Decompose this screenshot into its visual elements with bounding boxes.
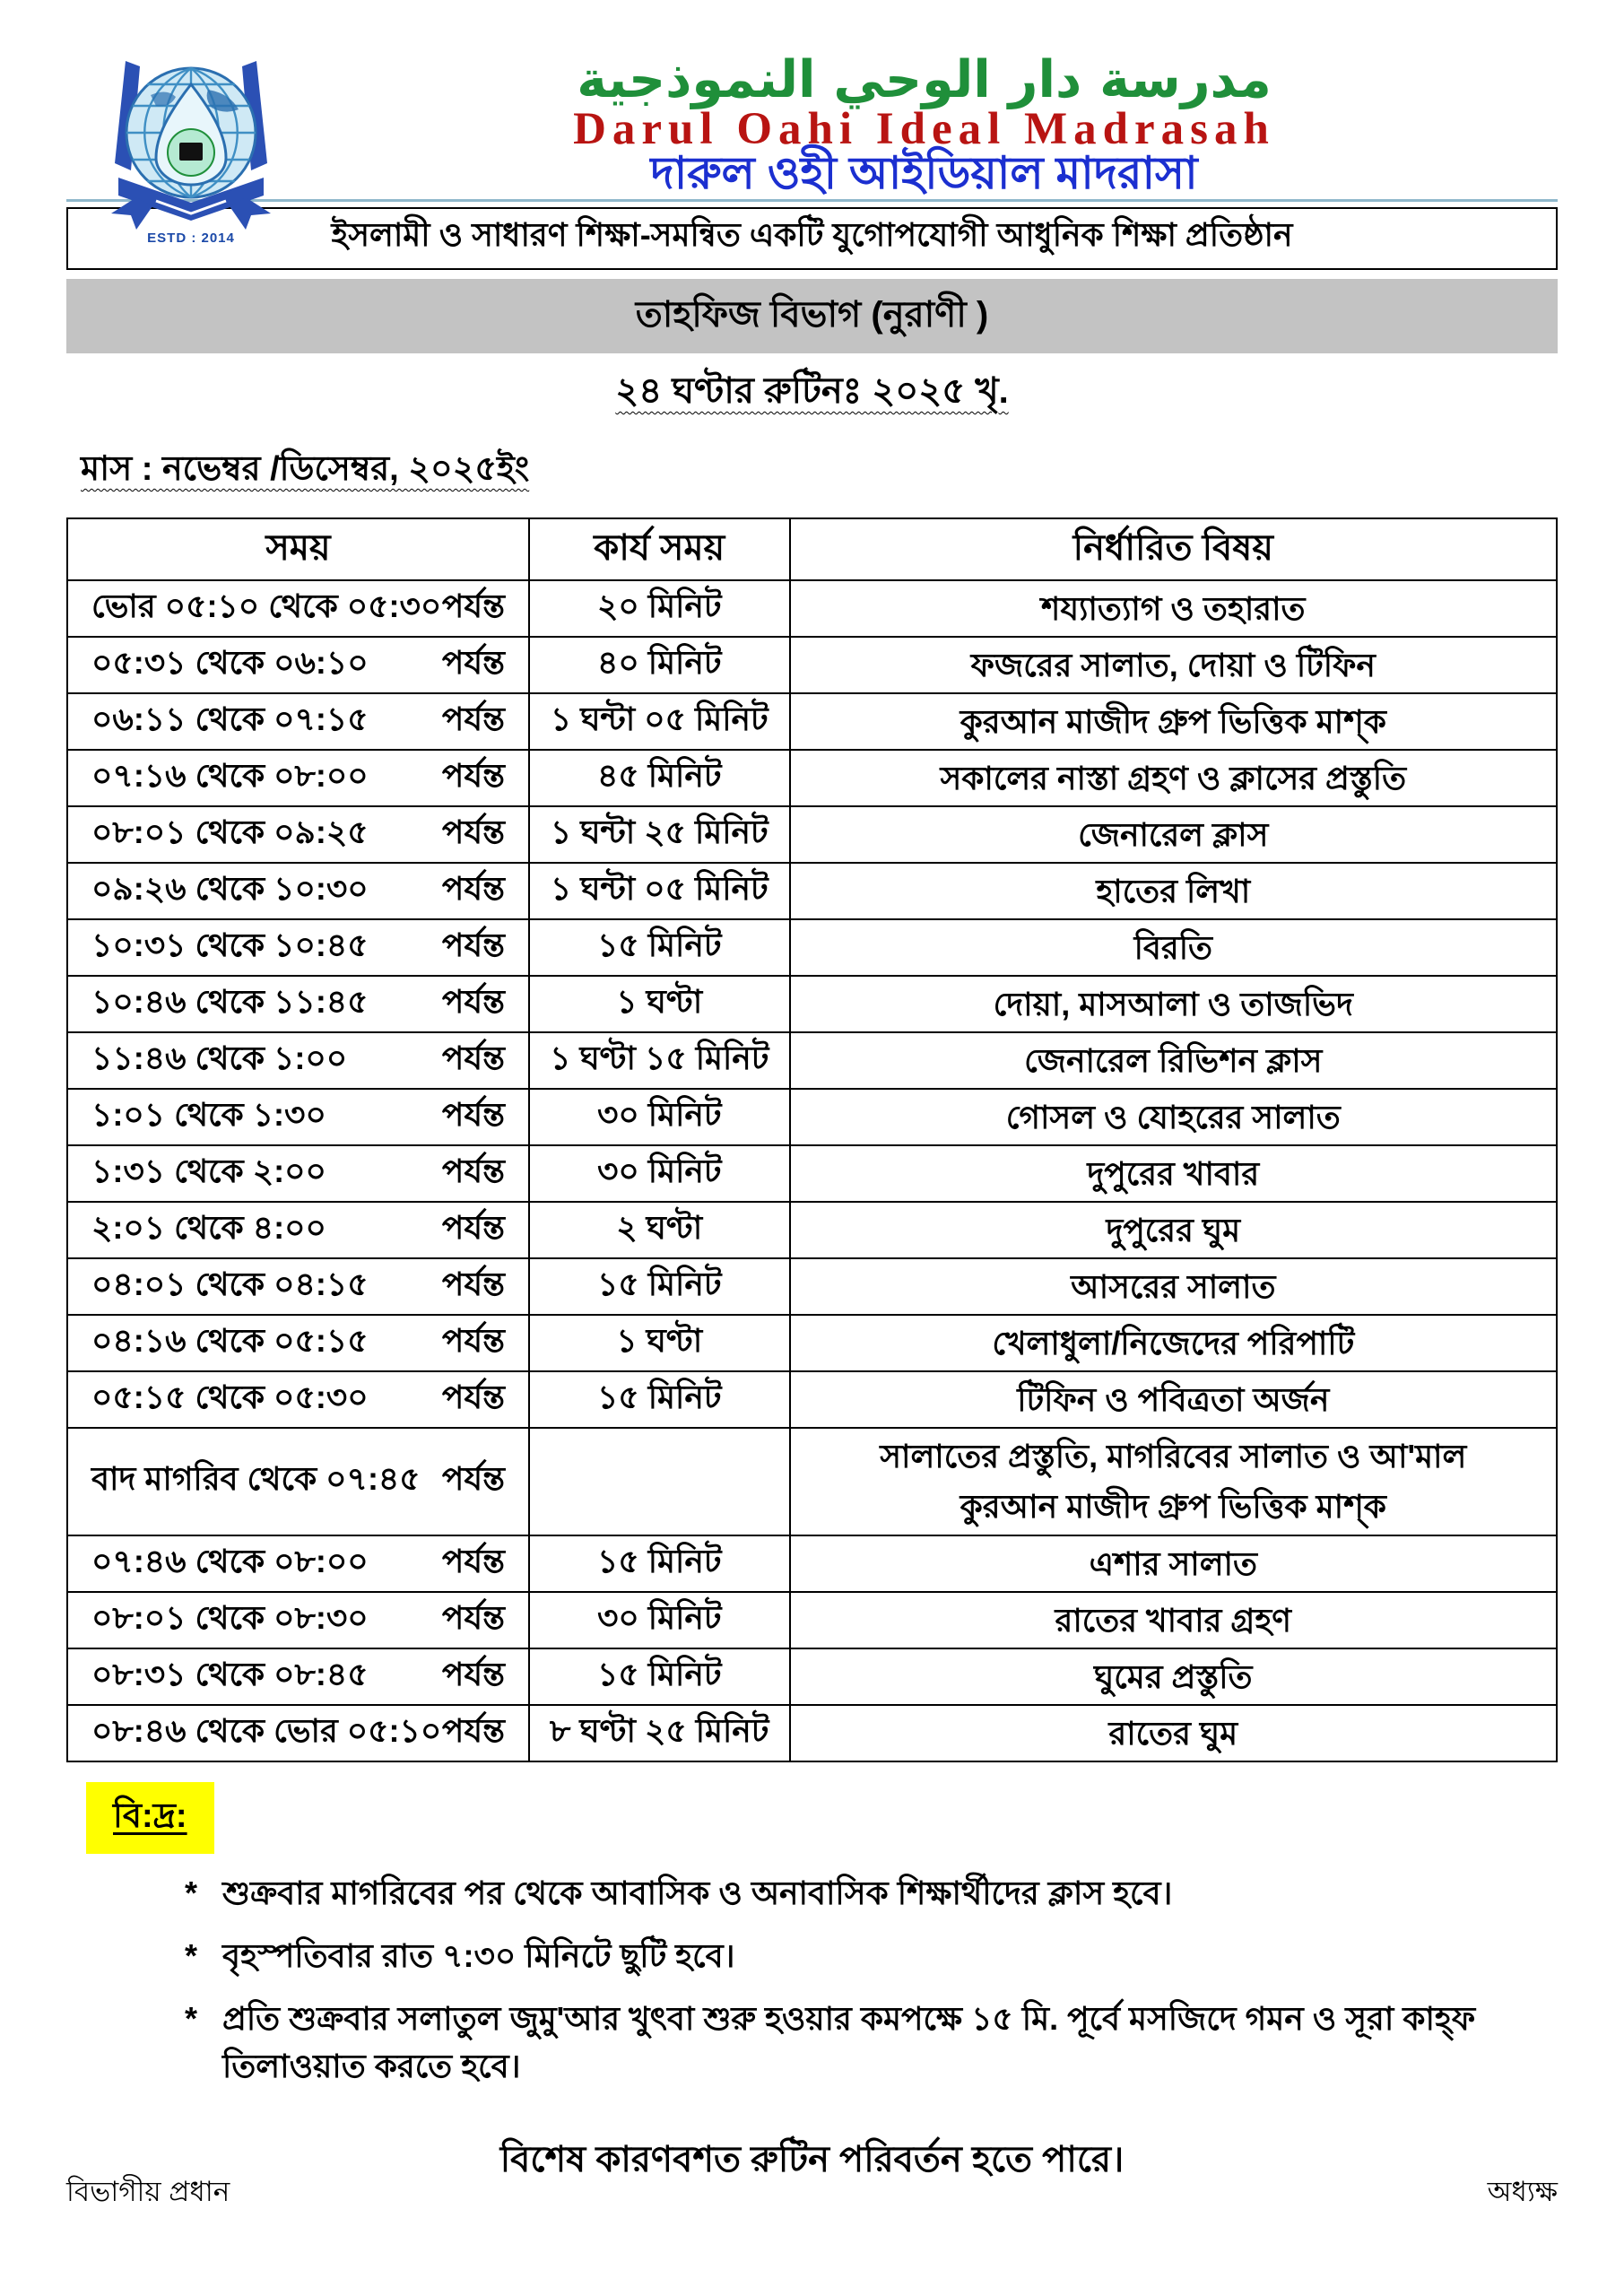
col-header-time: সময় [67,518,529,580]
subject-cell: গোসল ও যোহরের সালাত [790,1089,1557,1145]
duration-cell: ১ ঘন্টা ২৫ মিনিট [529,806,790,863]
time-range: ভোর ০৫:১০ থেকে ০৫:৩০ [91,587,442,624]
time-suffix: পর্যন্ত [441,1378,505,1415]
subject-cell: জেনারেল ক্লাস [790,806,1557,863]
time-suffix: পর্যন্ত [441,643,505,681]
duration-cell: ১ ঘন্টা ০৫ মিনিট [529,863,790,919]
time-range: ১০:৪৬ থেকে ১১:৪৫ [91,982,369,1020]
note-item: * প্রতি শুক্রবার সলাতুল জুমু'আর খুৎবা শুরু হওয়ার কমপক্ষে ১৫ মি. পূর্বে মসজিদে গমন ও সূরা কাহ্‌ফ তিলাওয়াত করতে হবে। [185,2000,1476,2084]
subject-cell: দোয়া, মাসআলা ও তাজভিদ [790,976,1557,1032]
routine-table-body [67,580,1557,1761]
duration-cell: ৪৫ মিনিট [529,750,790,806]
time-range: ১১:৪৬ থেকে ১:০০ [91,1039,348,1076]
time-cell [67,1089,529,1145]
english-title: Darul Oahi Ideal Madrasah [573,104,1275,154]
table-row [67,1705,1557,1761]
time-cell [67,637,529,693]
time-suffix: পর্যন্ত [441,1039,505,1076]
subject-cell: রাতের খাবার গ্রহণ [790,1592,1557,1648]
department-title: তাহফিজ বিভাগ (নুরাণী ) [66,279,1558,353]
time-cell [67,1705,529,1761]
time-suffix: পর্যন্ত [441,1711,505,1749]
subject-cell: দুপুরের ঘুম [790,1202,1557,1258]
duration-cell: ৩০ মিনিট [529,1592,790,1648]
table-row [67,863,1557,919]
time-suffix: পর্যন্ত [441,756,505,794]
time-range: ০৯:২৬ থেকে ১০:৩০ [91,869,369,907]
table-row [67,1202,1557,1258]
table-row [67,693,1557,750]
duration-cell: ১৫ মিনিট [529,919,790,976]
time-range: ১:০১ থেকে ১:৩০ [91,1095,326,1133]
time-suffix: পর্যন্ত [441,1208,505,1246]
time-cell [67,1535,529,1592]
table-row [67,1535,1557,1592]
month-title: মাস : নভেম্বর /ডিসেম্বর, ২০২৫ইং [81,450,530,488]
table-row [67,1648,1557,1705]
time-cell [67,580,529,637]
duration-cell: ১ ঘণ্টা [529,976,790,1032]
arabic-title: مدرسة دار الوحي النموذجية [577,50,1272,109]
time-cell [67,1315,529,1371]
table-row [67,1315,1557,1371]
time-cell [67,863,529,919]
time-range: ২:০১ থেকে ৪:০০ [91,1208,326,1246]
subject-cell: শয্যাত্যাগ ও তহারাত [790,580,1557,637]
table-row [67,1258,1557,1315]
time-range: ০৪:০১ থেকে ০৪:১৫ [91,1265,369,1302]
time-range: ০৮:০১ থেকে ০৮:৩০ [91,1598,369,1636]
time-suffix: পর্যন্ত [441,587,505,624]
time-range: ০৭:৪৬ থেকে ০৮:০০ [91,1542,369,1579]
note-item: * বৃহস্পতিবার রাত ৭:৩০ মিনিটে ছুটি হবে। [185,1937,735,1975]
bengali-title: দারুল ওহী আইডিয়াল মাদরাসা [650,148,1198,198]
time-range: বাদ মাগরিব থেকে ০৭:৪৫ [91,1460,421,1497]
table-row [67,1428,1557,1535]
subject-cell: এশার সালাত [790,1535,1557,1592]
routine-table [66,517,1558,1762]
time-suffix: পর্যন্ত [441,1655,505,1692]
time-range: ০৮:৩১ থেকে ০৮:৪৫ [91,1655,369,1692]
table-row [67,919,1557,976]
table-row [67,806,1557,863]
signature-row [66,2170,1558,2217]
time-range: ০৪:১৬ থেকে ০৫:১৫ [91,1321,369,1359]
duration-cell: ১ ঘন্টা ০৫ মিনিট [529,693,790,750]
time-suffix: পর্যন্ত [441,700,505,737]
table-header-row [67,518,1557,580]
time-range: ০৭:১৬ থেকে ০৮:০০ [91,756,369,794]
table-row [67,637,1557,693]
duration-cell [529,1428,790,1535]
globe-emblem-icon [100,54,282,244]
time-cell [67,919,529,976]
time-cell [67,1371,529,1428]
time-range: ১০:৩১ থেকে ১০:৪৫ [91,926,369,963]
disclaimer-text: বিশেষ কারণবশত রুটিন পরিবর্তন হতে পারে। [499,2139,1125,2179]
time-range: ০৮:৪৬ থেকে ভোর ০৫:১০ [91,1711,442,1749]
time-cell [67,1145,529,1202]
time-suffix: পর্যন্ত [441,813,505,850]
table-row [67,1371,1557,1428]
duration-cell: ২ ঘণ্টা [529,1202,790,1258]
subject-cell: দুপুরের খাবার [790,1145,1557,1202]
time-cell [67,1428,529,1535]
subject-cell: আসরের সালাত [790,1258,1557,1315]
col-header-subject: নির্ধারিত বিষয় [790,518,1557,580]
subject-cell: কুরআন মাজীদ গ্রুপ ভিত্তিক মাশ্ক [790,693,1557,750]
time-cell [67,806,529,863]
note-item: * শুক্রবার মাগরিবের পর থেকে আবাসিক ও অনাবাসিক শিক্ষার্থীদের ক্লাস হবে। [185,1874,1173,1911]
time-suffix: পর্যন্ত [441,1095,505,1133]
time-range: ০৫:১৫ থেকে ০৫:৩০ [91,1378,369,1415]
tagline: ইসলামী ও সাধারণ শিক্ষা-সমন্বিত একটি যুগোপযোগী আধুনিক শিক্ষা প্রতিষ্ঠান [66,207,1558,270]
table-row [67,1592,1557,1648]
subject-cell: ঘুমের প্রস্তুতি [790,1648,1557,1705]
duration-cell: ৮ ঘণ্টা ২৫ মিনিট [529,1705,790,1761]
note-label: বি:দ্র: [86,1782,214,1854]
time-cell [67,976,529,1032]
time-range: ০৮:০১ থেকে ০৯:২৫ [91,813,369,850]
time-cell [67,1032,529,1089]
time-suffix: পর্যন্ত [441,869,505,907]
subject-cell: খেলাধুলা/নিজেদের পরিপাটি [790,1315,1557,1371]
col-header-duration: কার্য সময় [529,518,790,580]
table-row [67,976,1557,1032]
duration-cell: ১৫ মিনিট [529,1535,790,1592]
subject-cell: ফজরের সালাত, দোয়া ও টিফিন [790,637,1557,693]
duration-cell: ২০ মিনিট [529,580,790,637]
letterhead-rule [66,199,1558,202]
subject-cell: টিফিন ও পবিত্রতা অর্জন [790,1371,1557,1428]
routine-title: ২৪ ঘণ্টার রুটিনঃ ২০২৫ খৃ. [615,371,1009,411]
logo-estd-text: ESTD : 2014 [147,230,235,246]
time-suffix: পর্যন্ত [441,982,505,1020]
time-suffix: পর্যন্ত [441,1321,505,1359]
duration-cell: ১৫ মিনিট [529,1648,790,1705]
subject-cell: সালাতের প্রস্তুতি, মাগরিবের সালাত ও আ'মাল কুরআন মাজীদ গ্রুপ ভিত্তিক মাশ্ক [790,1428,1557,1535]
time-suffix: পর্যন্ত [441,1598,505,1636]
time-cell [67,750,529,806]
time-suffix: পর্যন্ত [441,1152,505,1189]
time-cell [67,1202,529,1258]
left-signatory: বিভাগীয় প্রধান [66,2176,230,2207]
time-cell [67,1648,529,1705]
subject-cell: রাতের ঘুম [790,1705,1557,1761]
duration-cell: ১৫ মিনিট [529,1258,790,1315]
duration-cell: ১ ঘণ্টা ১৫ মিনিট [529,1032,790,1089]
time-range: ১:৩১ থেকে ২:০০ [91,1152,326,1189]
table-row [67,1032,1557,1089]
time-range: ০৫:৩১ থেকে ০৬:১০ [91,643,369,681]
notes-list [66,1870,1558,2090]
duration-cell: ১৫ মিনিট [529,1371,790,1428]
time-suffix: পর্যন্ত [441,1460,505,1497]
right-signatory: অধ্যক্ষ [1487,2176,1558,2207]
time-range: ০৬:১১ থেকে ০৭:১৫ [91,700,369,737]
duration-cell: ১ ঘণ্টা [529,1315,790,1371]
duration-cell: ৩০ মিনিট [529,1089,790,1145]
duration-cell: ৩০ মিনিট [529,1145,790,1202]
time-cell [67,1258,529,1315]
time-cell [67,1592,529,1648]
time-cell [67,693,529,750]
subject-cell: সকালের নাস্তা গ্রহণ ও ক্লাসের প্রস্তুতি [790,750,1557,806]
table-row [67,1145,1557,1202]
table-row [67,580,1557,637]
letterhead-titles [291,52,1558,196]
time-suffix: পর্যন্ত [441,1265,505,1302]
table-row [67,1089,1557,1145]
subject-cell: হাতের লিখা [790,863,1557,919]
time-suffix: পর্যন্ত [441,926,505,963]
subject-cell: জেনারেল রিভিশন ক্লাস [790,1032,1557,1089]
subject-cell: বিরতি [790,919,1557,976]
table-row [67,750,1557,806]
time-suffix: পর্যন্ত [441,1542,505,1579]
duration-cell: ৪০ মিনিট [529,637,790,693]
madrasah-logo [100,54,282,244]
